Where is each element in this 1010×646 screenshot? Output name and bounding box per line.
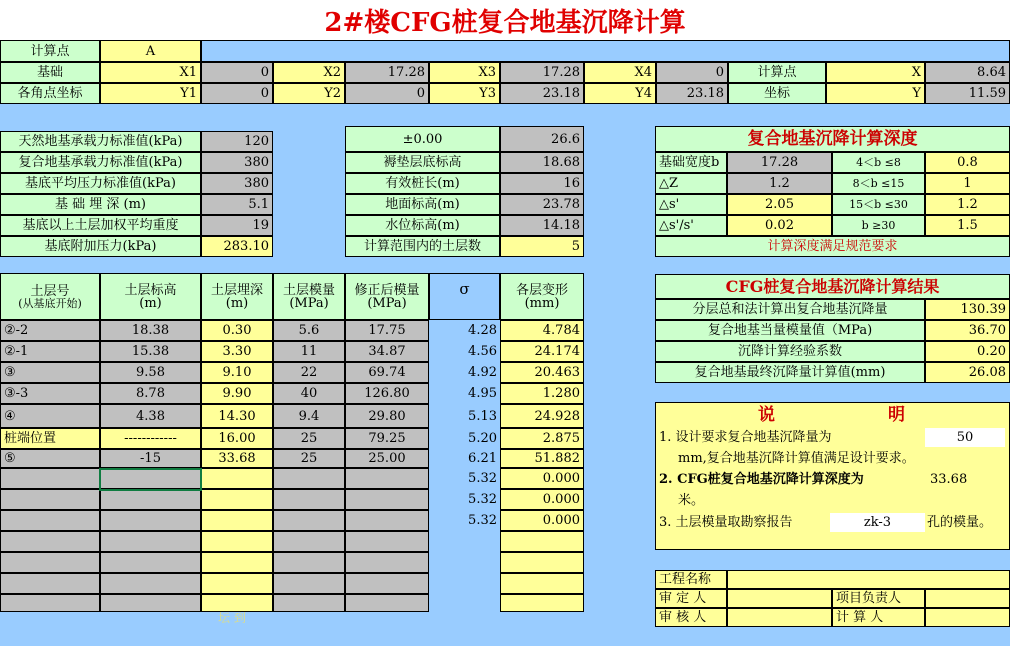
sheet-title: 2#楼CFG桩复合地基沉降计算 bbox=[0, 0, 1010, 41]
depth-param-label: △Z bbox=[655, 173, 727, 194]
layer-depth[interactable]: 0.30 bbox=[201, 320, 273, 341]
x2-value[interactable]: 17.28 bbox=[345, 62, 429, 83]
param-mid-label: 褥垫层底标高 bbox=[345, 152, 500, 173]
layer-deformation: 0.000 bbox=[500, 489, 584, 510]
layer-deformation bbox=[500, 531, 584, 552]
layer-no bbox=[0, 510, 100, 531]
depth-param-value[interactable]: 17.28 bbox=[727, 152, 832, 173]
col-modulus-unit: (MPa) bbox=[289, 295, 329, 311]
layer-corrected-modulus bbox=[345, 552, 429, 573]
layer-sigma: 6.21 bbox=[429, 449, 500, 468]
layer-corrected-modulus: 34.87 bbox=[345, 341, 429, 362]
layer-depth[interactable]: 14.30 bbox=[201, 404, 273, 428]
param-mid-value[interactable]: 26.6 bbox=[500, 126, 584, 152]
note-1b: mm,复合地基沉降计算值满足设计要求。 bbox=[678, 451, 915, 466]
y-label: Y bbox=[826, 83, 925, 104]
col-deformation bbox=[500, 273, 584, 320]
y3-label: Y3 bbox=[429, 83, 500, 104]
param-mid-label: 水位标高(m) bbox=[345, 215, 500, 236]
depth-factor[interactable]: 1.2 bbox=[925, 194, 1010, 215]
depth-range: 4＜b ≤8 bbox=[832, 152, 925, 173]
col-corrected-modulus bbox=[345, 273, 429, 320]
layer-elevation[interactable] bbox=[100, 552, 201, 573]
layer-modulus[interactable] bbox=[273, 489, 345, 510]
y1-label: Y1 bbox=[100, 83, 201, 104]
layer-no: ④ bbox=[0, 404, 100, 428]
layer-depth[interactable]: 9.90 bbox=[201, 383, 273, 404]
layer-corrected-modulus: 126.80 bbox=[345, 383, 429, 404]
depth-param-value[interactable]: 1.2 bbox=[727, 173, 832, 194]
param-label: 基 础 埋 深 (m) bbox=[0, 194, 201, 215]
layer-modulus[interactable] bbox=[273, 573, 345, 594]
x2-label: X2 bbox=[273, 62, 345, 83]
x1-label: X1 bbox=[100, 62, 201, 83]
layer-modulus[interactable]: 25 bbox=[273, 449, 345, 468]
col-elevation-unit: (m) bbox=[139, 295, 162, 311]
note-2a: 2. CFG桩复合地基沉降计算深度为 bbox=[659, 472, 864, 487]
calculator-field[interactable] bbox=[925, 608, 1010, 627]
coords-label: 各角点坐标 bbox=[0, 83, 100, 104]
layer-depth[interactable] bbox=[201, 531, 273, 552]
layer-deformation: 0.000 bbox=[500, 468, 584, 489]
col-modulus-title: 土层模量 bbox=[282, 282, 335, 298]
col-depth bbox=[201, 273, 273, 320]
layer-sigma: 5.20 bbox=[429, 428, 500, 449]
result-title: CFG桩复合地基沉降计算结果 bbox=[655, 274, 1010, 299]
layer-modulus[interactable] bbox=[273, 531, 345, 552]
layer-modulus[interactable]: 5.6 bbox=[273, 320, 345, 341]
layer-no: ③-3 bbox=[0, 383, 100, 404]
layer-corrected-modulus: 79.25 bbox=[345, 428, 429, 449]
layer-depth[interactable] bbox=[201, 468, 273, 489]
x4-label: X4 bbox=[584, 62, 656, 83]
note-2-value: 33.68 bbox=[930, 472, 968, 487]
col-modulus bbox=[273, 273, 345, 320]
param-label: 基底以上土层加权平均重度 bbox=[0, 215, 201, 236]
watermark-text: 坛 到 bbox=[218, 611, 246, 625]
y-value[interactable]: 11.59 bbox=[925, 83, 1010, 104]
param-mid-value[interactable]: 5 bbox=[500, 236, 584, 257]
layer-no bbox=[0, 573, 100, 594]
calc-point-value[interactable]: A bbox=[100, 40, 201, 62]
y2-label: Y2 bbox=[273, 83, 345, 104]
depth-factor[interactable]: 1 bbox=[925, 173, 1010, 194]
layer-corrected-modulus bbox=[345, 531, 429, 552]
layer-elevation[interactable]: 9.58 bbox=[100, 362, 201, 383]
layer-modulus[interactable] bbox=[273, 468, 345, 489]
layer-deformation bbox=[500, 552, 584, 573]
layer-elevation[interactable]: ------------ bbox=[100, 428, 201, 449]
depth-range: 15＜b ≤30 bbox=[832, 194, 925, 215]
result-value[interactable]: 36.70 bbox=[925, 320, 1010, 341]
layer-sigma: 4.28 bbox=[429, 320, 500, 341]
param-mid-value[interactable]: 16 bbox=[500, 173, 584, 194]
layer-elevation[interactable] bbox=[100, 489, 201, 510]
layer-no bbox=[0, 489, 100, 510]
y2-value[interactable]: 0 bbox=[345, 83, 429, 104]
reviewer-label: 审 核 人 bbox=[655, 608, 727, 627]
layer-modulus[interactable] bbox=[273, 594, 345, 612]
coord-label-2: 坐标 bbox=[728, 83, 826, 104]
layer-sigma: 5.32 bbox=[429, 489, 500, 510]
param-value[interactable]: 380 bbox=[201, 152, 273, 173]
layer-deformation bbox=[500, 594, 584, 612]
layer-no: ③ bbox=[0, 362, 100, 383]
col-corrected-modulus-unit: (MPa) bbox=[367, 295, 407, 311]
param-mid-label: 计算范围内的土层数 bbox=[345, 236, 500, 257]
layer-corrected-modulus bbox=[345, 468, 429, 489]
result-label: 分层总和法计算出复合地基沉降量 bbox=[655, 299, 925, 320]
param-label: 基底平均压力标准值(kPa) bbox=[0, 173, 201, 194]
col-depth-unit: (m) bbox=[225, 295, 249, 311]
param-mid-value[interactable]: 18.68 bbox=[500, 152, 584, 173]
col-layer-no-title: 土层号 bbox=[30, 283, 70, 299]
col-corrected-modulus-title: 修正后模量 bbox=[354, 282, 420, 298]
calc-point-label: 计算点 bbox=[0, 40, 100, 62]
layer-deformation: 24.928 bbox=[500, 404, 584, 428]
layer-deformation: 24.174 bbox=[500, 341, 584, 362]
depth-param-value[interactable]: 2.05 bbox=[727, 194, 832, 215]
note-2b: 米。 bbox=[678, 493, 705, 508]
col-layer-no bbox=[0, 273, 100, 320]
layer-depth[interactable]: 16.00 bbox=[201, 428, 273, 449]
layer-corrected-modulus: 17.75 bbox=[345, 320, 429, 341]
layer-deformation: 1.280 bbox=[500, 383, 584, 404]
layer-corrected-modulus bbox=[345, 489, 429, 510]
project-name-label: 工程名称 bbox=[655, 570, 727, 589]
param-mid-value[interactable]: 23.78 bbox=[500, 194, 584, 215]
note-1a: 1. 设计要求复合地基沉降量为 bbox=[659, 430, 832, 445]
depth-param-label: △s' bbox=[655, 194, 727, 215]
layer-sigma: 5.32 bbox=[429, 468, 500, 489]
layer-elevation[interactable]: 15.38 bbox=[100, 341, 201, 362]
layer-corrected-modulus bbox=[345, 573, 429, 594]
layer-deformation: 20.463 bbox=[500, 362, 584, 383]
layer-modulus[interactable]: 9.4 bbox=[273, 404, 345, 428]
layer-modulus[interactable]: 11 bbox=[273, 341, 345, 362]
col-layer-no-sub: (从基底开始) bbox=[18, 296, 82, 310]
col-deformation-unit: (mm) bbox=[524, 295, 560, 311]
layer-deformation: 0.000 bbox=[500, 510, 584, 531]
layer-elevation[interactable]: 8.78 bbox=[100, 383, 201, 404]
calculator-label: 计 算 人 bbox=[832, 608, 925, 627]
x4-value[interactable]: 0 bbox=[656, 62, 728, 83]
y3-value[interactable]: 23.18 bbox=[500, 83, 584, 104]
layer-no: ②-1 bbox=[0, 341, 100, 362]
y4-label: Y4 bbox=[584, 83, 656, 104]
param-value[interactable]: 283.10 bbox=[201, 236, 273, 257]
layer-depth[interactable]: 3.30 bbox=[201, 341, 273, 362]
depth-factor[interactable]: 0.8 bbox=[925, 152, 1010, 173]
layer-depth[interactable] bbox=[201, 489, 273, 510]
depth-param-label: 基础宽度b bbox=[655, 152, 727, 173]
layer-deformation: 4.784 bbox=[500, 320, 584, 341]
layer-depth[interactable] bbox=[201, 510, 273, 531]
layer-depth[interactable] bbox=[201, 594, 273, 612]
layer-sigma bbox=[429, 531, 500, 552]
layer-no bbox=[0, 594, 100, 612]
layer-no: ②-2 bbox=[0, 320, 100, 341]
layer-no bbox=[0, 531, 100, 552]
depth-factor[interactable]: 1.5 bbox=[925, 215, 1010, 236]
x-value[interactable]: 8.64 bbox=[925, 62, 1010, 83]
layer-depth[interactable] bbox=[201, 573, 273, 594]
x3-label: X3 bbox=[429, 62, 500, 83]
layer-modulus[interactable]: 25 bbox=[273, 428, 345, 449]
layer-sigma: 4.56 bbox=[429, 341, 500, 362]
layer-corrected-modulus bbox=[345, 510, 429, 531]
depth-param-label: △s'/s' bbox=[655, 215, 727, 236]
layer-corrected-modulus: 29.80 bbox=[345, 404, 429, 428]
depth-range: b ≥30 bbox=[832, 215, 925, 236]
approver-field[interactable] bbox=[727, 589, 832, 608]
calc-point-label-2: 计算点 bbox=[728, 62, 826, 83]
layer-corrected-modulus: 25.00 bbox=[345, 449, 429, 468]
col-sigma: σ bbox=[429, 273, 500, 320]
layer-sigma bbox=[429, 552, 500, 573]
layer-elevation[interactable]: -15 bbox=[100, 449, 201, 468]
layer-elevation[interactable]: 4.38 bbox=[100, 404, 201, 428]
result-value[interactable]: 26.08 bbox=[925, 362, 1010, 383]
depth-status: 计算深度满足规范要求 bbox=[655, 236, 1010, 257]
notes-title-left: 说 bbox=[758, 405, 775, 425]
param-mid-label: 地面标高(m) bbox=[345, 194, 500, 215]
manager-label: 项目负责人 bbox=[832, 589, 925, 608]
layer-deformation bbox=[500, 573, 584, 594]
result-label: 复合地基最终沉降量计算值(mm) bbox=[655, 362, 925, 383]
y1-value[interactable]: 0 bbox=[201, 83, 273, 104]
layer-sigma: 5.13 bbox=[429, 404, 500, 428]
param-value[interactable]: 5.1 bbox=[201, 194, 273, 215]
note-1-value[interactable]: 50 bbox=[925, 428, 1005, 447]
result-label: 复合地基当量模量值（MPa) bbox=[655, 320, 925, 341]
param-value[interactable]: 120 bbox=[201, 131, 273, 152]
param-value[interactable]: 380 bbox=[201, 173, 273, 194]
depth-title: 复合地基沉降计算深度 bbox=[655, 126, 1010, 152]
depth-param-value[interactable]: 0.02 bbox=[727, 215, 832, 236]
y4-value[interactable]: 23.18 bbox=[656, 83, 728, 104]
layer-sigma: 5.32 bbox=[429, 510, 500, 531]
blank-band bbox=[201, 40, 1010, 62]
layer-deformation: 51.882 bbox=[500, 449, 584, 468]
layer-no: 桩端位置 bbox=[0, 428, 100, 449]
manager-field[interactable] bbox=[925, 589, 1010, 608]
note-3-value[interactable]: zk-3 bbox=[830, 513, 925, 532]
layer-depth[interactable] bbox=[201, 552, 273, 573]
layer-modulus[interactable]: 40 bbox=[273, 383, 345, 404]
layer-elevation[interactable] bbox=[100, 531, 201, 552]
foundation-label: 基础 bbox=[0, 62, 100, 83]
layer-no bbox=[0, 552, 100, 573]
layer-depth[interactable]: 33.68 bbox=[201, 449, 273, 468]
param-label: 天然地基承载力标准值(kPa) bbox=[0, 131, 201, 152]
param-mid-label: 有效桩长(m) bbox=[345, 173, 500, 194]
result-label: 沉降计算经验系数 bbox=[655, 341, 925, 362]
col-elevation-title: 土层标高 bbox=[124, 282, 177, 298]
approver-label: 审 定 人 bbox=[655, 589, 727, 608]
layer-no bbox=[0, 468, 100, 489]
layer-sigma bbox=[429, 573, 500, 594]
layer-elevation[interactable] bbox=[100, 594, 201, 612]
layer-no: ⑤ bbox=[0, 449, 100, 468]
reviewer-field[interactable] bbox=[727, 608, 832, 627]
layer-sigma bbox=[429, 594, 500, 612]
result-value[interactable]: 130.39 bbox=[925, 299, 1010, 320]
depth-range: 8＜b ≤15 bbox=[832, 173, 925, 194]
selected-cell[interactable] bbox=[99, 468, 202, 491]
layer-corrected-modulus bbox=[345, 594, 429, 612]
layer-sigma: 4.92 bbox=[429, 362, 500, 383]
x1-value[interactable]: 0 bbox=[201, 62, 273, 83]
layer-modulus[interactable] bbox=[273, 510, 345, 531]
col-depth-title: 土层埋深 bbox=[210, 282, 263, 298]
project-name-field[interactable] bbox=[727, 570, 1010, 589]
x3-value[interactable]: 17.28 bbox=[500, 62, 584, 83]
param-mid-value[interactable]: 14.18 bbox=[500, 215, 584, 236]
note-3a: 3. 土层模量取勘察报告 bbox=[659, 515, 793, 530]
param-mid-label: ±0.00 bbox=[345, 126, 500, 152]
layer-elevation[interactable]: 18.38 bbox=[100, 320, 201, 341]
layer-modulus[interactable] bbox=[273, 552, 345, 573]
layer-depth[interactable]: 9.10 bbox=[201, 362, 273, 383]
note-3b: 孔的模量。 bbox=[927, 515, 993, 530]
layer-modulus[interactable]: 22 bbox=[273, 362, 345, 383]
layer-elevation[interactable] bbox=[100, 510, 201, 531]
layer-corrected-modulus: 69.74 bbox=[345, 362, 429, 383]
layer-sigma: 4.95 bbox=[429, 383, 500, 404]
col-deformation-title: 各层变形 bbox=[515, 282, 568, 298]
layer-deformation: 2.875 bbox=[500, 428, 584, 449]
x-label: X bbox=[826, 62, 925, 83]
layer-elevation[interactable] bbox=[100, 573, 201, 594]
col-elevation bbox=[100, 273, 201, 320]
notes-title-right: 明 bbox=[888, 405, 905, 425]
param-label: 复合地基承载力标准值(kPa) bbox=[0, 152, 201, 173]
param-value[interactable]: 19 bbox=[201, 215, 273, 236]
result-value[interactable]: 0.20 bbox=[925, 341, 1010, 362]
param-label: 基底附加压力(kPa) bbox=[0, 236, 201, 257]
